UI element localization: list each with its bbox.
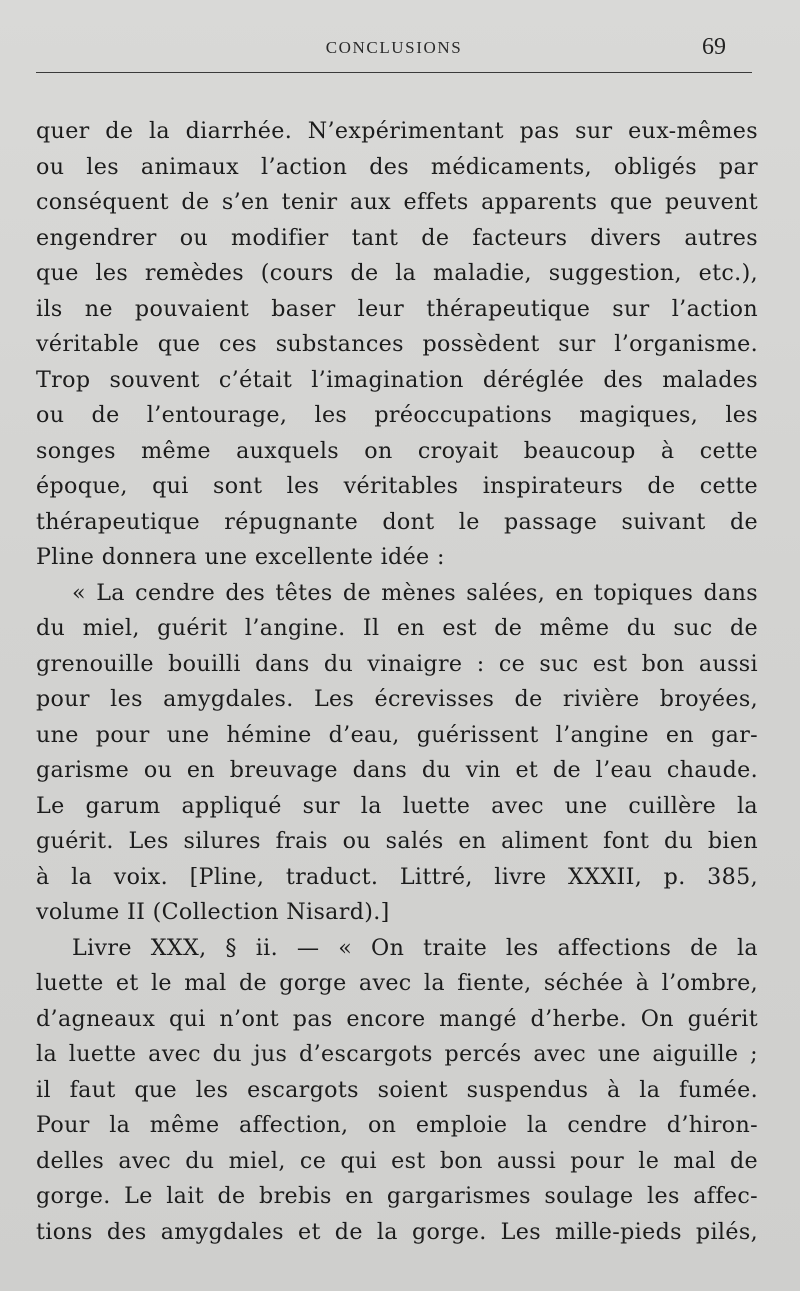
text-line: volume II (Collection Nisard).] [36, 899, 390, 925]
text-line: ou de l’entourage, les préoccupations magiques, les [36, 402, 758, 428]
text-line: « La cendre des têtes de mènes salées, en topiques dans [72, 579, 758, 606]
text-line: pour les amygdales. Les écrevisses de rivière broyées, [36, 686, 758, 712]
text-line: époque, qui sont les véritables inspirateurs de cette [36, 473, 758, 499]
text-line: ils ne pouvaient baser leur thérapeutique sur l’action [36, 295, 758, 322]
text-line: engendrer ou modifier tant de facteurs divers autres [36, 224, 758, 251]
text-line: Trop souvent c’était l’imagination déréglée des malades [36, 366, 758, 393]
text-line: garisme ou en breuvage dans du vin et de l’eau chaude. [36, 757, 758, 783]
header-rule [36, 72, 752, 73]
text-line: tions des amygdales et de la gorge. Les mille-pieds pilés, [36, 1218, 758, 1245]
page-number: 69 [702, 34, 726, 60]
text-line: ou les animaux l’action des médicaments, obligés par [36, 153, 758, 180]
text-line: songes même auxquels on croyait beaucoup à cette [36, 437, 758, 464]
text-line: d’agneaux qui n’ont pas encore mangé d’herbe. On guérit [36, 1005, 758, 1032]
running-title: CONCLUSIONS [325, 38, 463, 57]
text-line: delles avec du miel, ce qui est bon aussi pour le mal de [36, 1147, 758, 1174]
text-line: il faut que les escargots soient suspendus à la fumée. [36, 1076, 758, 1103]
running-header [36, 34, 752, 64]
text-line: conséquent de s’en tenir aux effets apparents que peuvent [36, 189, 758, 215]
text-line: Le garum appliqué sur la luette avec une cuillère la [36, 792, 758, 819]
text-line: la luette avec du jus d’escargots percés avec une aiguille ; [36, 1041, 758, 1067]
text-line: gorge. Le lait de brebis en gargarismes soulage les affec- [36, 1183, 758, 1209]
text-line: à la voix. [Pline, traduct. Littré, livre XXXII, p. 385, [36, 863, 758, 890]
text-line: Pline donnera une excellente idée : [36, 544, 445, 570]
text-line: quer de la diarrhée. N’expérimentant pas sur eux-mêmes [36, 118, 758, 144]
text-line: une pour une hémine d’eau, guérissent l’angine en gar- [36, 721, 758, 748]
text-line: luette et le mal de gorge avec la fiente, séchée à l’ombre, [36, 970, 758, 996]
text-line: que les remèdes (cours de la maladie, suggestion, etc.), [36, 260, 758, 286]
text-line: véritable que ces substances possèdent sur l’organisme. [36, 331, 758, 357]
text-line: grenouille bouilli dans du vinaigre : ce suc est bon aussi [36, 650, 758, 677]
body-text [36, 114, 758, 1250]
text-line: Pour la même affection, on emploie la cendre d’hiron- [36, 1112, 758, 1138]
text-line: thérapeutique répugnante dont le passage suivant de [36, 508, 758, 535]
text-line: Livre XXX, § ii. — « On traite les affections de la [72, 934, 758, 961]
text-line: guérit. Les silures frais ou salés en aliment font du bien [36, 828, 758, 854]
text-line: du miel, guérit l’angine. Il en est de même du suc de [36, 615, 758, 641]
